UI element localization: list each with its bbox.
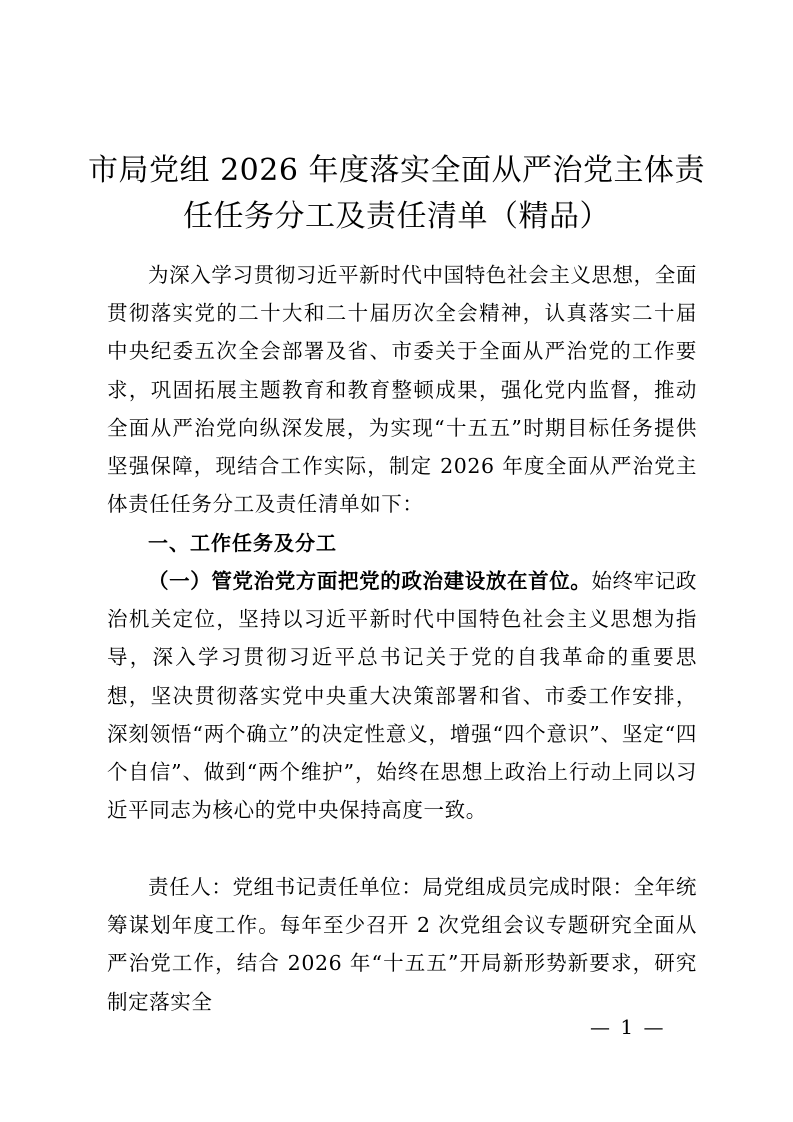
- task-item-body: 始终牢记政治机关定位，坚持以习近平新时代中国特色社会主义思想为指导，深入学习贯彻习近平总书记关于党的自我革命的重要思想，坚决贯彻落实党中央重大决策部署和省、市委工作安排，深刻领悟“两个确立”的决定性意义，增强“四个意识”、坚定“四个自信”、做到“两个维护”，始终在思想上政治上行动上同以习近平同志为核心的党中央保持高度一致。: [107, 569, 697, 823]
- page-number: — 1 —: [590, 1015, 666, 1039]
- section-heading: 一、工作任务及分工: [148, 531, 337, 555]
- task-item-lead: （一）管党治党方面把党的政治建设放在首位。: [148, 569, 592, 593]
- title-line-1: 市局党组 2026 年度落实全面从严治党主体责: [88, 153, 705, 188]
- responsibility-paragraph: 责任人：党组书记责任单位：局党组成员完成时限：全年统筹谋划年度工作。每年至少召开 2 次党组会议专题研究全面从严治党工作，结合 2026 年“十五五”开局新形势新要求，研究制定落实全: [107, 875, 697, 1014]
- intro-paragraph: 为深入学习贯彻习近平新时代中国特色社会主义思想，全面贯彻落实党的二十大和二十届历次全会精神，认真落实二十届中央纪委五次全会部署及省、市委关于全面从严治党的工作要求，巩固拓展主题教育和教育整顿成果，强化党内监督，推动全面从严治党向纵深发展，为实现“十五五”时期目标任务提供坚强保障，现结合工作实际，制定 2026 年度全面从严治党主体责任任务分工及责任清单如下：: [107, 263, 697, 517]
- task-item-paragraph: [107, 562, 697, 829]
- document-title: [80, 148, 713, 240]
- title-line-2: 任任务分工及责任清单（精品）: [183, 199, 610, 234]
